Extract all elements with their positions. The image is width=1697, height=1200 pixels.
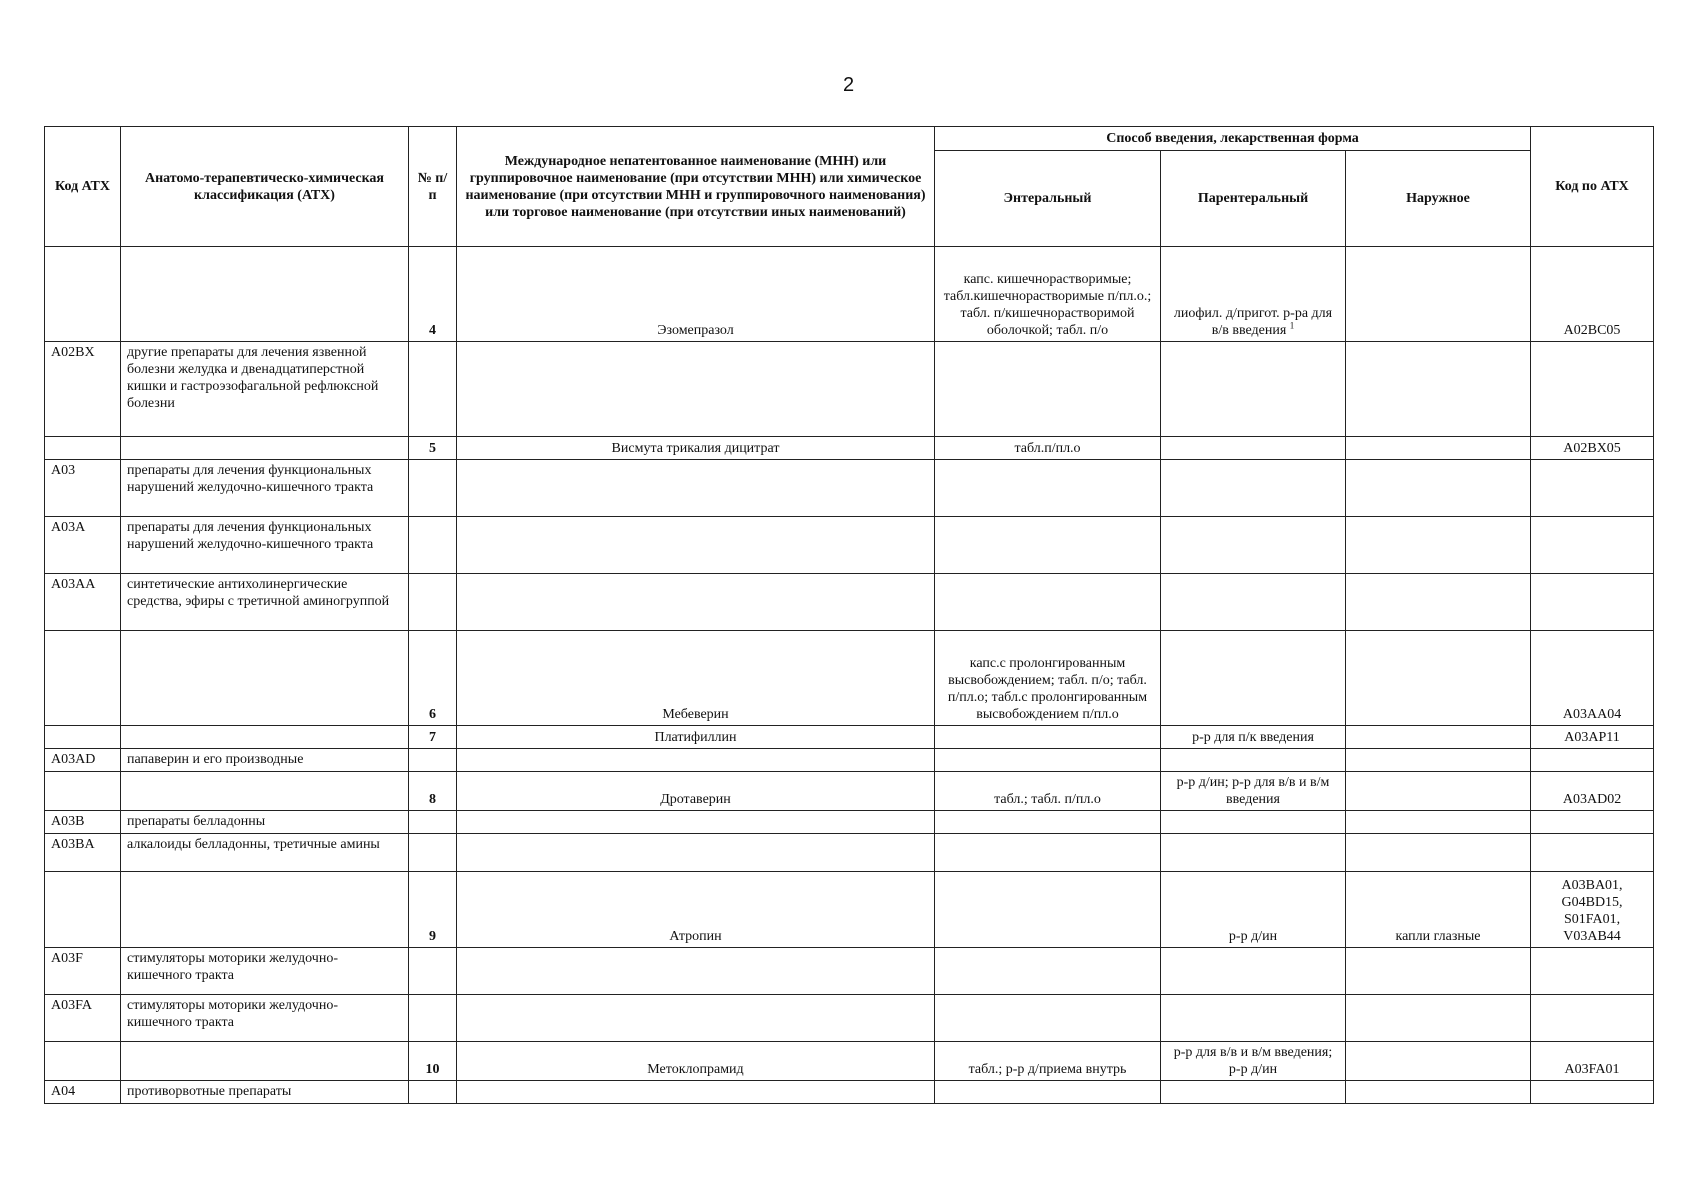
row-name	[457, 749, 935, 772]
row-external	[1346, 749, 1531, 772]
row-classification	[121, 342, 409, 437]
row-name	[457, 517, 935, 574]
table-row	[45, 1081, 1654, 1104]
row-parenteral	[1161, 342, 1346, 437]
row-number	[409, 1081, 457, 1104]
row-atc-code	[1531, 342, 1654, 437]
row-atc-code-text: A03FA01	[1564, 1062, 1620, 1077]
row-number	[409, 948, 457, 995]
row-enteral	[935, 772, 1161, 811]
row-code-text: A03AA	[51, 577, 96, 592]
row-code	[45, 1081, 121, 1104]
row-atc-code	[1531, 460, 1654, 517]
row-atc-code-text: A03AD02	[1562, 792, 1622, 807]
row-code	[45, 342, 121, 437]
row-parenteral	[1161, 437, 1346, 460]
row-name	[457, 631, 935, 726]
table-row	[45, 631, 1654, 726]
row-number-text: 5	[429, 441, 436, 456]
page-number: 2	[842, 74, 855, 96]
row-classification	[121, 517, 409, 574]
row-code	[45, 437, 121, 460]
row-classification-text: другие препараты для лечения язвенной болезни желудка и двенадцатиперстной кишки и гастроэзофагальной рефлюксной болезни	[127, 345, 379, 411]
row-code	[45, 811, 121, 834]
row-atc-code	[1531, 811, 1654, 834]
row-classification-text: препараты для лечения функциональных нарушений желудочно-кишечного тракта	[127, 520, 374, 552]
row-parenteral	[1161, 1081, 1346, 1104]
row-enteral	[935, 631, 1161, 726]
row-parenteral-text: р-р для п/к введения	[1192, 730, 1314, 745]
row-parenteral	[1161, 834, 1346, 872]
row-name	[457, 811, 935, 834]
table-row	[45, 726, 1654, 749]
row-parenteral	[1161, 517, 1346, 574]
row-external	[1346, 948, 1531, 995]
row-enteral	[935, 1081, 1161, 1104]
row-code	[45, 749, 121, 772]
row-external	[1346, 772, 1531, 811]
row-external	[1346, 995, 1531, 1042]
row-enteral	[935, 1042, 1161, 1081]
row-number	[409, 1042, 457, 1081]
row-parenteral	[1161, 726, 1346, 749]
table-row	[45, 1042, 1654, 1081]
row-enteral	[935, 749, 1161, 772]
row-atc-code-text: A02BC05	[1563, 323, 1621, 338]
row-code-text: A03	[51, 463, 76, 478]
row-classification-text: синтетические антихолинергические средства, эфиры с третичной аминогруппой	[127, 577, 390, 609]
row-external	[1346, 631, 1531, 726]
row-atc-code-text: A03AA04	[1562, 707, 1622, 722]
row-parenteral	[1161, 995, 1346, 1042]
row-parenteral	[1161, 247, 1346, 342]
row-classification	[121, 872, 409, 948]
row-classification	[121, 834, 409, 872]
row-name-text: Атропин	[669, 929, 722, 944]
row-external	[1346, 834, 1531, 872]
row-code	[45, 772, 121, 811]
row-enteral	[935, 811, 1161, 834]
table-row	[45, 872, 1654, 948]
row-code	[45, 574, 121, 631]
header-number: № п/п	[409, 127, 457, 247]
row-name-text: Платифиллин	[654, 730, 737, 745]
row-classification	[121, 1081, 409, 1104]
row-atc-code	[1531, 872, 1654, 948]
row-code	[45, 834, 121, 872]
row-name-text: Эзомепразол	[657, 323, 734, 338]
row-code-text: A03AD	[51, 752, 96, 767]
table-row	[45, 772, 1654, 811]
row-external	[1346, 726, 1531, 749]
row-parenteral	[1161, 749, 1346, 772]
row-enteral	[935, 574, 1161, 631]
row-number-text: 8	[429, 792, 436, 807]
row-classification-text: противорвотные препараты	[127, 1084, 292, 1099]
row-enteral	[935, 247, 1161, 342]
row-external	[1346, 811, 1531, 834]
row-atc-code	[1531, 749, 1654, 772]
header-atc-code: Код по АТХ	[1531, 127, 1654, 247]
table-row	[45, 948, 1654, 995]
header-parenteral: Парентеральный	[1161, 151, 1346, 247]
row-parenteral	[1161, 1042, 1346, 1081]
table-body	[45, 247, 1654, 1104]
row-parenteral-text: р-р д/ин	[1228, 929, 1278, 944]
row-number	[409, 772, 457, 811]
row-enteral	[935, 995, 1161, 1042]
table-row	[45, 811, 1654, 834]
row-enteral-text: табл.п/пл.о	[1014, 441, 1081, 456]
row-number	[409, 460, 457, 517]
row-atc-code	[1531, 437, 1654, 460]
row-parenteral	[1161, 948, 1346, 995]
row-number	[409, 437, 457, 460]
row-external-text: капли глазные	[1395, 929, 1481, 944]
row-enteral-text: капс.с пролонгированным высвобождением; табл. п/о; табл. п/пл.о; табл.с пролонгированным высвобождением п/пл.о	[947, 656, 1148, 722]
row-number	[409, 574, 457, 631]
row-classification	[121, 726, 409, 749]
row-name	[457, 247, 935, 342]
row-atc-code	[1531, 574, 1654, 631]
header-classification: Анатомо-терапевтическо-химическая классификация (АТХ)	[121, 127, 409, 247]
row-atc-code-text: A03BA01, G04BD15, S01FA01, V03AB44	[1561, 878, 1623, 944]
row-number	[409, 726, 457, 749]
row-enteral-text: капс. кишечнорастворимые; табл.кишечнорастворимые п/пл.о.; табл. п/кишечнорастворимой оболочкой; табл. п/о	[943, 272, 1152, 338]
table-row	[45, 574, 1654, 631]
table-row	[45, 517, 1654, 574]
row-atc-code	[1531, 995, 1654, 1042]
row-name	[457, 342, 935, 437]
row-classification	[121, 574, 409, 631]
row-enteral-text: табл.; табл. п/пл.о	[994, 792, 1101, 807]
row-code	[45, 517, 121, 574]
row-number	[409, 342, 457, 437]
row-parenteral	[1161, 574, 1346, 631]
row-external	[1346, 342, 1531, 437]
row-name	[457, 1081, 935, 1104]
row-code	[45, 631, 121, 726]
row-classification	[121, 995, 409, 1042]
table-row	[45, 834, 1654, 872]
row-external	[1346, 574, 1531, 631]
row-name	[457, 834, 935, 872]
row-name	[457, 726, 935, 749]
row-enteral-text: табл.; р-р д/приема внутрь	[968, 1062, 1127, 1077]
row-atc-code	[1531, 834, 1654, 872]
row-classification	[121, 811, 409, 834]
header-route-group: Способ введения, лекарственная форма	[935, 127, 1531, 151]
row-atc-code	[1531, 1042, 1654, 1081]
row-external	[1346, 872, 1531, 948]
row-number-text: 4	[429, 323, 436, 338]
header-code: Код АТХ	[45, 127, 121, 247]
table-row	[45, 995, 1654, 1042]
row-enteral	[935, 948, 1161, 995]
drug-table	[44, 126, 1654, 1104]
row-classification-text: препараты для лечения функциональных нарушений желудочно-кишечного тракта	[127, 463, 374, 495]
row-atc-code	[1531, 1081, 1654, 1104]
row-number	[409, 749, 457, 772]
row-parenteral-text: р-р для в/в и в/м введения; р-р д/ин	[1173, 1045, 1333, 1077]
row-atc-code-text: A02BX05	[1563, 441, 1621, 456]
row-atc-code	[1531, 772, 1654, 811]
row-number	[409, 834, 457, 872]
row-number	[409, 995, 457, 1042]
row-name	[457, 1042, 935, 1081]
row-external	[1346, 460, 1531, 517]
row-enteral	[935, 342, 1161, 437]
row-enteral	[935, 872, 1161, 948]
row-parenteral	[1161, 772, 1346, 811]
row-number-text: 9	[429, 929, 436, 944]
row-enteral	[935, 437, 1161, 460]
row-number	[409, 631, 457, 726]
row-name-text: Метоклопрамид	[647, 1062, 744, 1077]
row-name-text: Дротаверин	[660, 792, 731, 807]
row-classification-text: алкалоиды белладонны, третичные амины	[127, 837, 380, 852]
row-enteral	[935, 517, 1161, 574]
row-external	[1346, 247, 1531, 342]
row-number-text: 7	[429, 730, 436, 745]
row-number	[409, 517, 457, 574]
row-enteral	[935, 460, 1161, 517]
row-code	[45, 460, 121, 517]
row-code-text: A03F	[51, 951, 83, 966]
row-parenteral	[1161, 811, 1346, 834]
row-parenteral	[1161, 631, 1346, 726]
row-atc-code	[1531, 631, 1654, 726]
row-code-text: A03B	[51, 814, 85, 829]
row-number	[409, 872, 457, 948]
row-parenteral	[1161, 872, 1346, 948]
row-name	[457, 772, 935, 811]
row-classification	[121, 631, 409, 726]
row-atc-code	[1531, 247, 1654, 342]
row-code	[45, 247, 121, 342]
row-classification-text: препараты белладонны	[127, 814, 266, 829]
row-number-text: 10	[425, 1062, 440, 1077]
row-name	[457, 574, 935, 631]
row-enteral	[935, 834, 1161, 872]
row-classification	[121, 460, 409, 517]
header-enteral: Энтеральный	[935, 151, 1161, 247]
table-row	[45, 749, 1654, 772]
row-atc-code	[1531, 948, 1654, 995]
row-name	[457, 437, 935, 460]
row-external	[1346, 1081, 1531, 1104]
row-code	[45, 1042, 121, 1081]
footnote-marker: 1	[1289, 320, 1295, 331]
table-row	[45, 437, 1654, 460]
row-name-text: Мебеверин	[662, 707, 729, 722]
row-number-text: 6	[429, 707, 436, 722]
row-atc-code	[1531, 726, 1654, 749]
header-external: Наружное	[1346, 151, 1531, 247]
row-atc-code	[1531, 517, 1654, 574]
row-number	[409, 811, 457, 834]
row-name	[457, 460, 935, 517]
table-row	[45, 460, 1654, 517]
row-name-text: Висмута трикалия дицитрат	[611, 441, 780, 456]
row-code-text: A02BX	[51, 345, 95, 360]
row-number	[409, 247, 457, 342]
row-classification	[121, 247, 409, 342]
row-classification	[121, 749, 409, 772]
row-external	[1346, 517, 1531, 574]
row-parenteral-text: лиофил. д/пригот. р-ра для в/в введения	[1173, 306, 1333, 338]
row-classification-text: стимуляторы моторики желудочно-кишечного тракта	[127, 951, 338, 983]
row-code	[45, 872, 121, 948]
row-classification	[121, 437, 409, 460]
header-inn: Международное непатентованное наименование (МНН) или группировочное наименование (при отсутствии МНН) или химическое наименование (при отсутствии МНН и группировочного наименования) или торговое наименование (при отсутствии иных наименований)	[457, 127, 935, 247]
row-code	[45, 726, 121, 749]
table-row	[45, 342, 1654, 437]
row-enteral	[935, 726, 1161, 749]
row-classification	[121, 772, 409, 811]
row-code	[45, 995, 121, 1042]
row-classification-text: папаверин и его производные	[127, 752, 304, 767]
row-code-text: A03A	[51, 520, 86, 535]
row-code-text: A04	[51, 1084, 76, 1099]
row-code-text: A03BA	[51, 837, 95, 852]
row-classification	[121, 948, 409, 995]
row-name	[457, 948, 935, 995]
table-row	[45, 247, 1654, 342]
row-parenteral	[1161, 460, 1346, 517]
row-code-text: A03FA	[51, 998, 92, 1013]
row-name	[457, 995, 935, 1042]
row-atc-code-text: A03AP11	[1564, 730, 1620, 745]
row-classification	[121, 1042, 409, 1081]
row-code	[45, 948, 121, 995]
row-name	[457, 872, 935, 948]
row-external	[1346, 1042, 1531, 1081]
row-external	[1346, 437, 1531, 460]
row-classification-text: стимуляторы моторики желудочно-кишечного тракта	[127, 998, 338, 1030]
row-parenteral-text: р-р д/ин; р-р для в/в и в/м введения	[1176, 775, 1330, 807]
